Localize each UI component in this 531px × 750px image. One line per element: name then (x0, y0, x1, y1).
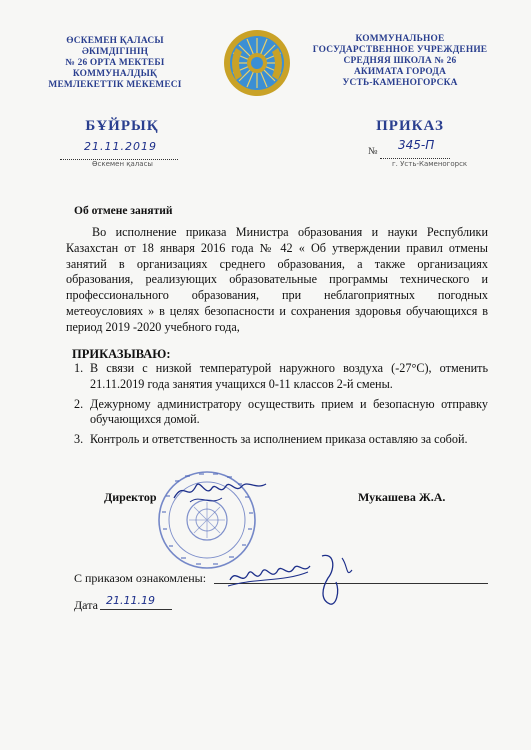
header-kazakh-line: МЕМЛЕКЕТТІК МЕКЕМЕСІ (48, 80, 182, 90)
city-kazakh: Өскемен қаласы (92, 160, 153, 168)
order-subject: Об отмене занятий (74, 205, 173, 217)
director-label: Директор (104, 490, 157, 504)
list-item-text: В связи с низкой температурой наружного воздуха (-27°С), отменить 21.11.2019 года занятия учащихся 0-11 классов 2-й смены. (90, 361, 488, 391)
date-label: Дата (74, 598, 98, 612)
header-russian-line: УСТЬ-КАМЕНОГОРСКА (342, 78, 458, 88)
order-preamble (66, 225, 488, 336)
title-kazakh: БҰЙРЫҚ (85, 118, 159, 134)
number-sign: № (368, 146, 378, 157)
staff-signatures-icon (224, 548, 374, 610)
title-russian: ПРИКАЗ (376, 118, 444, 134)
director-signature-icon (170, 472, 270, 512)
header-russian-line: ГОСУДАРСТВЕННОЕ УЧРЕЖДЕНИЕ (312, 45, 488, 55)
acknowledged-label: С приказом ознакомлены: (74, 571, 207, 585)
header-kazakh (40, 36, 190, 91)
director-name: Мукашева Ж.А. (358, 490, 446, 504)
city-russian: г. Усть-Каменогорск (392, 160, 468, 168)
header-kazakh-line: ӨСКЕМЕН ҚАЛАСЫ (66, 36, 164, 46)
header-russian-line: КОММУНАЛЬНОЕ (355, 34, 445, 44)
list-item (66, 397, 488, 429)
header-russian (300, 34, 500, 89)
order-items-list (66, 361, 488, 452)
list-item-number: 2. (74, 396, 84, 411)
list-item (66, 361, 488, 393)
list-item (66, 432, 488, 448)
header-kazakh-line: ӘКІМДІГІНІҢ (81, 47, 149, 57)
header-russian-line: СРЕДНЯЯ ШКОЛА № 26 (343, 56, 457, 66)
list-item-text: Дежурному администратору осуществить прием и безопасную отправку обучающихся домой. (90, 396, 488, 427)
list-item-number: 1. (74, 361, 84, 375)
list-item-number: 3. (74, 432, 84, 447)
list-item-text: Контроль и ответственность за исполнением приказа оставляю за собой. (90, 432, 468, 447)
handwritten-date: 21.11.2019 (84, 140, 157, 153)
header-kazakh-line: КОММУНАЛДЫҚ (72, 69, 158, 79)
date-signature-line (100, 609, 172, 610)
state-emblem-icon (222, 28, 292, 98)
header-kazakh-line: № 26 ОРТА МЕКТЕБІ (65, 58, 165, 68)
header-russian-line: АКИМАТА ГОРОДА (353, 67, 447, 77)
handwritten-order-number: 345-П (398, 138, 435, 152)
order-keyword: ПРИКАЗЫВАЮ: (72, 347, 171, 361)
preamble-paragraph: Во исполнение приказа Министра образования и науки Республики Казахстан от 18 января 2016 года № 42 « Об утверждении правил отмены занятий в организациях среднего образования, а также организациях образования, реализующих образовательные программы технического и профессионального образования, при неблагоприятных погодных метеоусловиях » в целях безопасности и сохранения здоровья обучающихся в период 2019 -2020 учебного года, (66, 225, 488, 334)
handwritten-date-2: 21.11.19 (106, 594, 155, 607)
